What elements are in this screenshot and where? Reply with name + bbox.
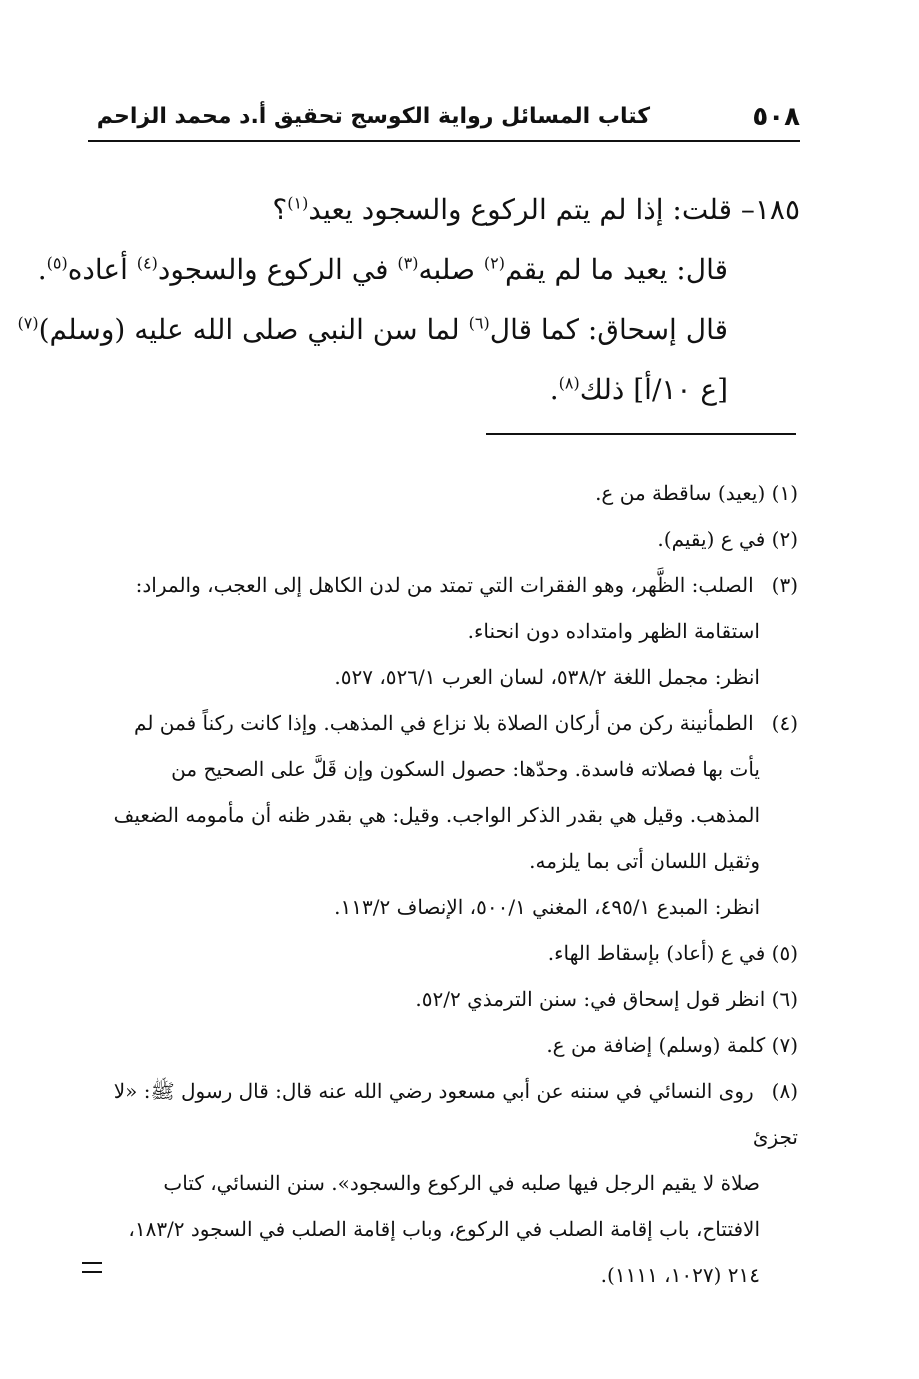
footnote-line: يأت بها فصلاته فاسدة. وحدّها: حصول السكون وإن قَلَّ على الصحيح من (171, 757, 760, 781)
footnote-ref-7: (٧) (17, 313, 39, 333)
footnote-line: انظر: مجمل اللغة ٥٣٨/٢، لسان العرب ٥٢٦/١، ٥٢٧. (334, 665, 760, 689)
footnote-line: الطمأنينة ركن من أركان الصلاة بلا نزاع في المذهب. وإذا كانت ركناً فمن لم (134, 711, 754, 735)
footnote-line: روى النسائي في سننه عن أبي مسعود رضي الله عنه قال: قال رسول ﷺ: «لا تجزئ (113, 1079, 798, 1149)
footnote-8 (80, 1068, 798, 1298)
answer-text: لما سن النبي صلى الله عليه (وسلم) (38, 313, 469, 346)
answer-text: . (549, 373, 559, 406)
footnote-line: الصلب: الظَّهر، وهو الفقرات التي تمتد من لدن الكاهل إلى العجب، والمراد: (135, 573, 754, 597)
footnote-3 (80, 562, 798, 700)
answer-line-1 (37, 240, 800, 300)
header-divider (88, 140, 800, 142)
answer-text: قال إسحاق: كما قال (489, 313, 728, 346)
footnote-ref-6: (٦) (468, 313, 490, 333)
answer-text: . (37, 253, 47, 286)
footnote-ref-8: (٨) (558, 373, 580, 393)
answer-text: [ع ١٠/أ] ذلك (579, 373, 728, 406)
footnote-4 (80, 700, 798, 930)
footnote-line: انظر: المبدع ٤٩٥/١، المغني ٥٠٠/١، الإنصاف ١١٣/٢. (334, 895, 760, 919)
footnote-ref-4: (٤) (136, 253, 158, 273)
footnote-2: (٢) في ع (يقيم). (657, 527, 798, 551)
question-number: ١٨٥ (754, 193, 800, 226)
running-title: كتاب المسائل رواية الكوسج تحقيق أ.د محمد الزاحم (96, 104, 650, 129)
answer-line-3 (88, 360, 800, 420)
footnote-number: (٤) (771, 711, 798, 735)
footnote-line: الافتتاح، باب إقامة الصلب في الركوع، وباب إقامة الصلب في السجود ١٨٣/٢، (128, 1217, 760, 1241)
question-text: – قلت: إذا لم يتم الركوع والسجود يعيد (308, 193, 755, 226)
footnote-line: وثقيل اللسان أتى بما يلزمه. (529, 849, 760, 873)
answer-text: قال: يعيد ما لم يقم (504, 253, 728, 286)
question-mark: ؟ (272, 193, 288, 226)
footnote-line: المذهب. وقيل هي بقدر الذكر الواجب. وقيل: هي بقدر ظنه أن مأمومه الضعيف (113, 803, 760, 827)
answer-line-2 (17, 300, 800, 360)
footnote-line: ٢١٤ (١٠٢٧، ١١١١). (600, 1263, 760, 1287)
footnote-line: صلاة لا يقيم الرجل فيها صلبه في الركوع والسجود». سنن النسائي، كتاب (163, 1171, 760, 1195)
footnote-number: (٣) (771, 573, 798, 597)
footnote-number: (٨) (771, 1079, 798, 1103)
footnotes (80, 470, 798, 1298)
footnote-ref-2: (٢) (483, 253, 505, 273)
answer-text: في الركوع والسجود (157, 253, 398, 286)
footnote-ref-1: (١) (287, 193, 309, 213)
answer-text: أعاده (67, 253, 137, 286)
page-number: ٥٠٨ (752, 102, 800, 132)
footnote-ref-3: (٣) (397, 253, 419, 273)
continuation-mark (82, 1262, 102, 1273)
main-text (17, 180, 800, 420)
answer-text: صلبه (418, 253, 484, 286)
page-header (88, 92, 800, 136)
footnote-line: استقامة الظهر وامتداده دون انحناء. (467, 619, 760, 643)
footnote-divider (486, 433, 796, 435)
footnote-6: (٦) انظر قول إسحاق في: سنن الترمذي ٥٢/٢. (415, 987, 798, 1011)
question-185 (88, 180, 800, 240)
footnote-5: (٥) في ع (أعاد) بإسقاط الهاء. (547, 941, 798, 965)
footnote-7: (٧) كلمة (وسلم) إضافة من ع. (546, 1033, 798, 1057)
footnote-1: (١) (يعيد) ساقطة من ع. (595, 481, 798, 505)
footnote-ref-5: (٥) (46, 253, 68, 273)
